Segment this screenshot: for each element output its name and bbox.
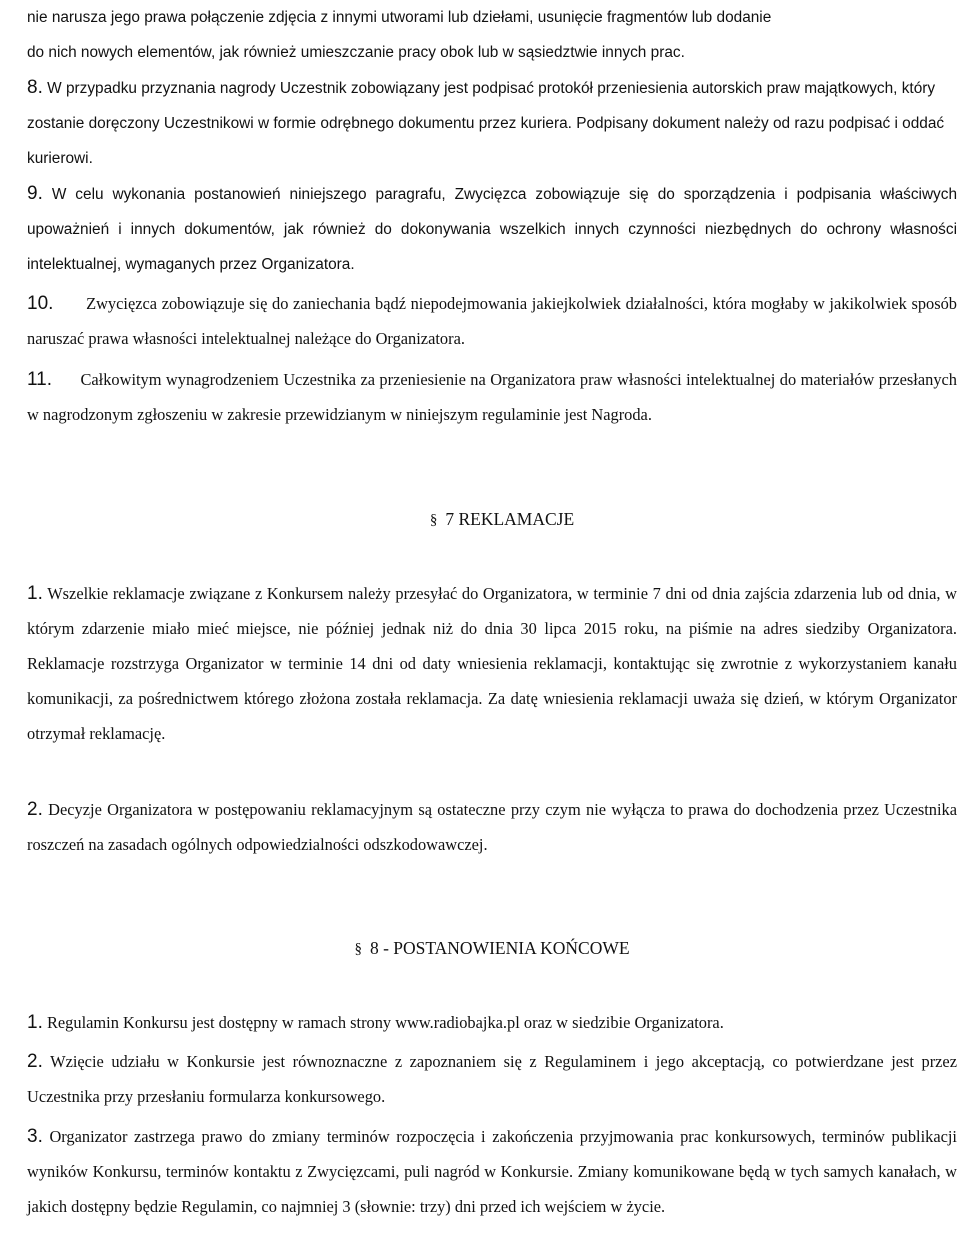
item-text: Decyzje Organizatora w postępowaniu reklamacyjnym są ostateczne przy czym nie wyłącza to prawa do dochodzenia przez Uczestnika roszczeń na zasadach ogólnych odpowiedzialności odszkodowawczej.	[27, 800, 957, 854]
item-text: W przypadku przyznania nagrody Uczestnik zobowiązany jest podpisać protokół przeniesienia autorskich praw majątkowych, który zostanie doręczony Uczestnikowi w formie odrębnego dokumentu przez kuriera. Podpisany dokument należy od razu podpisać i oddać kurierowi.	[27, 80, 945, 167]
item-text: Organizator zastrzega prawo do zmiany terminów rozpoczęcia i zakończenia przyjmowania prac konkursowych, terminów publikacji wyników Konkursu, terminów kontaktu z Zwycięzcami, puli nagród w Konkursie. Zmiany komunikowane będą w tych samych kanałach, w jakich dostępny będzie Regulamin, co najmniej 3 (słownie: trzy) dni przed ich wejściem w życie.	[27, 1127, 957, 1216]
item-number: 1.	[27, 1012, 43, 1033]
section-7-heading	[27, 504, 960, 535]
item-text: Wzięcie udziału w Konkursie jest równoznaczne z zapoznaniem się z Regulaminem i jego akceptacją, co potwierdzane jest przez Uczestnika przy przesłaniu formularza konkursowego.	[27, 1052, 957, 1106]
item-text: Zwycięzca zobowiązuje się do zaniechania bądź niepodejmowania jakiejkolwiek działalności, która mogłaby w jakikolwiek sposób naruszać prawa własności intelektualnej należące do Organizatora.	[27, 294, 957, 348]
item-number: 8.	[27, 77, 43, 98]
item-number: 9.	[27, 183, 43, 204]
item-number: 10.	[27, 293, 54, 314]
section-8-item-1	[27, 1005, 957, 1040]
section-7-item-2	[27, 792, 957, 862]
section-7-item-1	[27, 576, 957, 751]
section-8-item-3	[27, 1119, 957, 1224]
section-marker: §	[429, 512, 438, 528]
item-number: 1.	[27, 583, 43, 604]
fragment-line-1: nie narusza jego prawa połączenie zdjęcia z innymi utworami lub dziełami, usunięcie fragmentów lub dodanie	[27, 9, 772, 26]
section-6-item-11	[27, 362, 957, 432]
item-number: 11.	[27, 369, 53, 390]
item-number: 3.	[27, 1126, 43, 1147]
fragment-line-2: do nich nowych elementów, jak również umieszczanie pracy obok lub w sąsiedztwie innych prac.	[27, 44, 685, 61]
section-marker: §	[354, 941, 362, 957]
item-text: Całkowitym wynagrodzeniem Uczestnika za przeniesienie na Organizatora praw własności intelektualnej do materiałów przesłanych w nagrodzonym zgłoszeniu w zakresie przewidzianym w niniejszym regulaminie jest Nagroda.	[27, 370, 957, 424]
section-6-item-10	[27, 286, 957, 356]
section-title: 8 - POSTANOWIENIA KOŃCOWE	[369, 938, 630, 958]
section-8-item-2	[27, 1044, 957, 1114]
section-6-item-9	[27, 176, 957, 282]
item-text: Wszelkie reklamacje związane z Konkursem należy przesyłać do Organizatora, w terminie 7 dni od dnia zajścia zdarzenia lub od dnia, w którym zdarzenie miało mieć miejsce, nie później jednak niż do dnia 30 lipca 2015 roku, na piśmie na adres siedziby Organizatora. Reklamacje rozstrzyga Organizator w terminie 14 dni od daty wniesienia reklamacji, kontaktując się zwrotnie z wykorzystaniem kanału komunikacji, za pośrednictwem którego złożona została reklamacja. Za datę wniesienia reklamacji uważa się dzień, w którym Organizator otrzymał reklamację.	[27, 584, 957, 743]
paragraph-fragment	[27, 0, 957, 70]
section-title: 7 REKLAMACJE	[445, 509, 575, 529]
section-8-heading	[27, 933, 957, 964]
item-text: W celu wykonania postanowień niniejszego paragrafu, Zwycięzca zobowiązuje się do sporządzenia i podpisania właściwych upoważnień i innych dokumentów, jak również do dokonywania wszelkich innych czynności niezbędnych do ochrony własności intelektualnej, wymaganych przez Organizatora.	[27, 186, 958, 273]
item-text: Regulamin Konkursu jest dostępny w ramach strony www.radiobajka.pl oraz w siedzibie Organizatora.	[46, 1013, 724, 1032]
section-6-item-8	[27, 70, 957, 176]
item-number: 2.	[27, 1051, 43, 1072]
item-number: 2.	[27, 799, 43, 820]
